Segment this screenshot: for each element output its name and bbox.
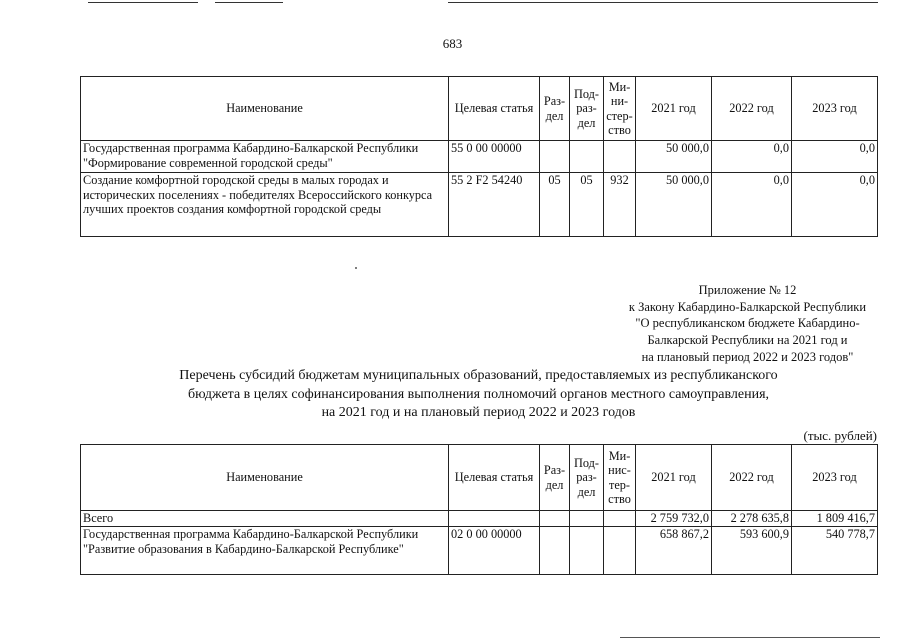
title-line-1: Перечень субсидий бюджетам муниципальных образований, предоставляемых из республиканского bbox=[179, 368, 778, 383]
scan-bottom-rule bbox=[620, 637, 880, 638]
cell-subsection bbox=[570, 511, 604, 527]
col-header-subsection: Под- раз- дел bbox=[570, 77, 604, 141]
col-header-name: Наименование bbox=[81, 445, 449, 511]
cell-name: Создание комфортной городской среды в малых городах и исторических поселениях - победителях Всероссийского конкурса лучших проектов создания комфортной городской среды bbox=[81, 173, 449, 237]
cell-target: 55 2 F2 54240 bbox=[449, 173, 540, 237]
table-row bbox=[81, 527, 878, 575]
cell-2022: 0,0 bbox=[712, 141, 792, 173]
cell-2022: 0,0 bbox=[712, 173, 792, 237]
cell-2021: 50 000,0 bbox=[636, 173, 712, 237]
cell-2021: 50 000,0 bbox=[636, 141, 712, 173]
title-line-2: бюджета в целях софинансирования выполнения полномочий органов местного самоуправления, bbox=[187, 386, 770, 402]
table-program-urban-environment bbox=[80, 76, 878, 237]
cell-subsection: 05 bbox=[570, 173, 604, 237]
table-subsidies bbox=[80, 444, 878, 575]
table-row bbox=[81, 173, 878, 237]
annex-number: Приложение № 12 bbox=[698, 283, 797, 297]
scan-top-rule-mid bbox=[215, 2, 283, 3]
scan-top-rule-left bbox=[88, 2, 198, 3]
cell-section: 05 bbox=[540, 173, 570, 237]
cell-name: Всего bbox=[81, 511, 449, 527]
cell-name: Государственная программа Кабардино-Балкарской Республики "Развитие образования в Кабардино-Балкарской Республике" bbox=[81, 527, 449, 575]
cell-section bbox=[540, 511, 570, 527]
col-header-target: Целевая статья bbox=[449, 445, 540, 511]
table-header-row bbox=[81, 77, 878, 141]
cell-section bbox=[540, 527, 570, 575]
cell-target: 02 0 00 00000 bbox=[449, 527, 540, 575]
cell-2023: 0,0 bbox=[792, 173, 878, 237]
col-header-2021: 2021 год bbox=[636, 77, 712, 141]
cell-ministry bbox=[604, 511, 636, 527]
cell-ministry: 932 bbox=[604, 173, 636, 237]
col-header-subsection: Под- раз- дел bbox=[570, 445, 604, 511]
cell-name: Государственная программа Кабардино-Балкарской Республики "Формирование современной городской среды" bbox=[81, 141, 449, 173]
cell-ministry bbox=[604, 141, 636, 173]
cell-target bbox=[449, 511, 540, 527]
annex-header bbox=[560, 282, 905, 365]
units-label: (тыс. рублей) bbox=[803, 428, 877, 443]
col-header-name: Наименование bbox=[81, 77, 449, 141]
page-number: 683 bbox=[442, 36, 463, 51]
cell-target: 55 0 00 00000 bbox=[449, 141, 540, 173]
annex-law-title-1: "О республиканском бюджете Кабардино- bbox=[635, 316, 860, 331]
col-header-target: Целевая статья bbox=[449, 77, 540, 141]
col-header-2021: 2021 год bbox=[636, 445, 712, 511]
cell-2023: 540 778,7 bbox=[792, 527, 878, 575]
cell-subsection bbox=[570, 141, 604, 173]
annex-law-line: к Закону Кабардино-Балкарской Республики bbox=[628, 299, 867, 314]
scan-top-rule-right bbox=[448, 2, 878, 3]
cell-2023: 0,0 bbox=[792, 141, 878, 173]
table-header-row bbox=[81, 445, 878, 511]
cell-2023: 1 809 416,7 bbox=[792, 511, 878, 527]
annex-law-title-2: Балкарской Республики на 2021 год и bbox=[647, 332, 848, 347]
cell-2022: 2 278 635,8 bbox=[712, 511, 792, 527]
document-title bbox=[80, 367, 877, 423]
cell-2021: 658 867,2 bbox=[636, 527, 712, 575]
cell-2022: 593 600,9 bbox=[712, 527, 792, 575]
table-row bbox=[81, 141, 878, 173]
table-row-total bbox=[81, 511, 878, 527]
col-header-2023: 2023 год bbox=[792, 445, 878, 511]
cell-section bbox=[540, 141, 570, 173]
annex-law-title-3: на плановый период 2022 и 2023 годов" bbox=[641, 349, 854, 364]
col-header-section: Раз- дел bbox=[540, 445, 570, 511]
col-header-2022: 2022 год bbox=[712, 77, 792, 141]
col-header-2022: 2022 год bbox=[712, 445, 792, 511]
col-header-2023: 2023 год bbox=[792, 77, 878, 141]
col-header-ministry: Ми- ни- стер- ство bbox=[604, 77, 636, 141]
scan-speck bbox=[355, 267, 357, 269]
title-line-3: на 2021 год и на плановый период 2022 и 2023 годов bbox=[321, 405, 636, 421]
cell-2021: 2 759 732,0 bbox=[636, 511, 712, 527]
cell-ministry bbox=[604, 527, 636, 575]
col-header-section: Раз- дел bbox=[540, 77, 570, 141]
col-header-ministry: Ми- нис- тер- ство bbox=[604, 445, 636, 511]
cell-subsection bbox=[570, 527, 604, 575]
